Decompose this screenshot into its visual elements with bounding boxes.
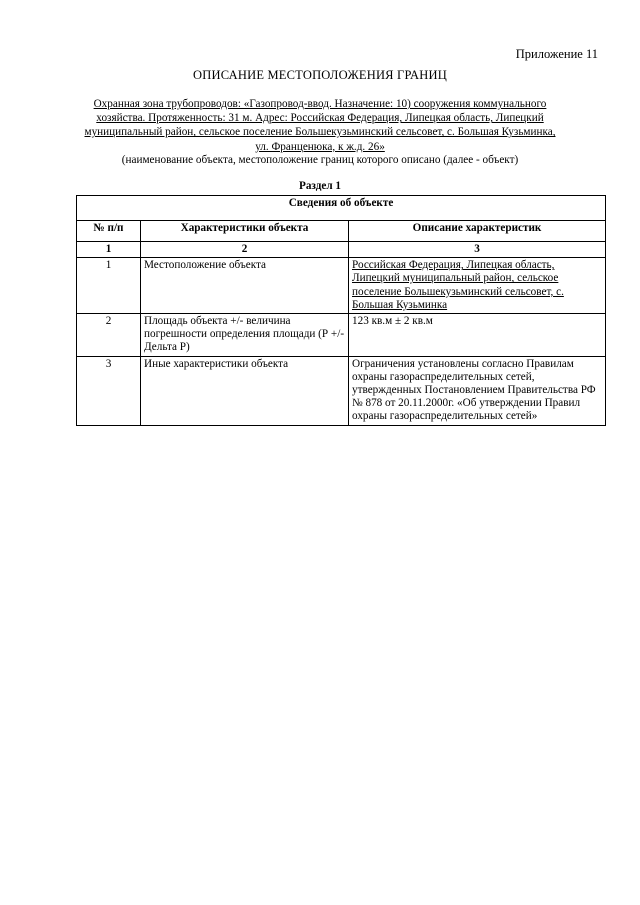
object-name: Охранная зона трубопроводов: «Газопровод-ввод. Назначение: 10) сооружения коммунального хозяйства. Протяженность: 31 м. Адрес: Российская Федерация, Липецкая область, Липецкий муниципальный район, сельское поселение Большекузьминский сельсовет, с. Большая Кузьминка, ул. Франценюка, к ж.д. 26» bbox=[84, 98, 556, 153]
row-characteristic: Местоположение объекта bbox=[141, 258, 349, 314]
row-description: 123 кв.м ± 2 кв.м bbox=[349, 314, 606, 357]
row-description: Ограничения установлены согласно Правилам охраны газораспределительных сетей, утвержденных Постановлением Правительства РФ № 878 от 20.11.2000г. «Об утверждении Правил охраны газораспределительных сетей» bbox=[349, 356, 606, 425]
column-number-2: 2 bbox=[141, 242, 349, 258]
column-header-description: Описание характеристик bbox=[349, 221, 606, 242]
column-header-num: № п/п bbox=[77, 221, 141, 242]
table-row bbox=[77, 258, 606, 314]
row-number: 3 bbox=[77, 356, 141, 425]
appendix-label: Приложение 11 bbox=[515, 47, 598, 61]
object-caption: (наименование объекта, местоположение границ которого описано (далее - объект) bbox=[121, 154, 519, 166]
row-characteristic: Площадь объекта +/- величина погрешности определения площади (Р +/- Дельта Р) bbox=[141, 314, 349, 357]
column-header-characteristic: Характеристики объекта bbox=[141, 221, 349, 242]
row-description bbox=[349, 258, 606, 314]
table-caption: Сведения об объекте bbox=[77, 196, 606, 221]
table-row bbox=[77, 314, 606, 357]
row-description-text: Российская Федерация, Липецкая область, Липецкий муниципальный район, сельское поселение Большекузьминский сельсовет, с. Большая Кузьминка bbox=[352, 259, 564, 311]
object-info-table bbox=[76, 195, 606, 426]
table-row bbox=[77, 356, 606, 425]
page-title: ОПИСАНИЕ МЕСТОПОЛОЖЕНИЯ ГРАНИЦ bbox=[193, 68, 447, 82]
column-number-1: 1 bbox=[77, 242, 141, 258]
row-number: 1 bbox=[77, 258, 141, 314]
column-number-3: 3 bbox=[349, 242, 606, 258]
row-number: 2 bbox=[77, 314, 141, 357]
section-title: Раздел 1 bbox=[298, 180, 341, 192]
row-characteristic: Иные характеристики объекта bbox=[141, 356, 349, 425]
